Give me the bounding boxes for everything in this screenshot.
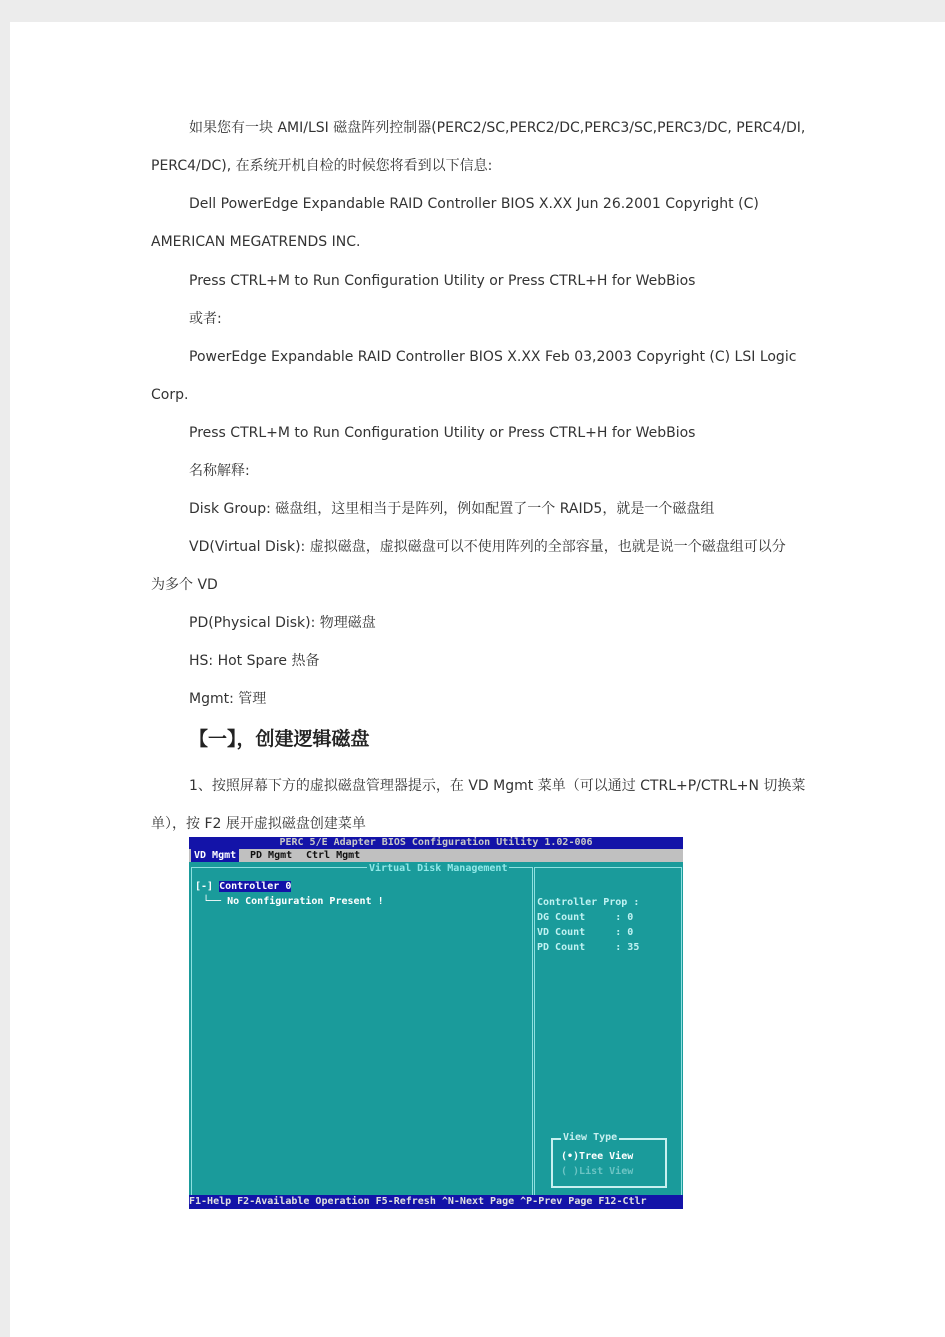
section-heading: 【一】，创建逻辑磁盘 [189, 728, 370, 750]
paragraph-intro-line2: PERC4/DC), 在系统开机自检的时候您将看到以下信息: [151, 158, 493, 174]
tree-controller-label[interactable]: Controller 0 [219, 881, 292, 892]
paragraph-virtual-disk-line2: 为多个 VD [151, 577, 218, 593]
paragraph-press-ctrl-2: Press CTRL+M to Run Configuration Utility or Press CTRL+H for WebBios [189, 425, 696, 441]
document-page [10, 22, 945, 1337]
paragraph-lsi-bios-line2: Corp. [151, 387, 189, 403]
tree-node-no-config: └── No Configuration Present ! [203, 896, 384, 907]
paragraph-virtual-disk-line1: VD(Virtual Disk): 虚拟磁盘，虚拟磁盘可以不使用阵列的全部容量，也就是说一个磁盘组可以分 [189, 539, 786, 555]
paragraph-physical-disk: PD(Physical Disk): 物理磁盘 [189, 615, 376, 631]
bios-screenshot [189, 837, 683, 1209]
menu-vd-mgmt[interactable]: VD Mgmt [191, 849, 239, 862]
paragraph-or: 或者: [189, 311, 222, 327]
view-option-tree[interactable]: (•)Tree View [561, 1151, 634, 1162]
controller-prop-title: Controller Prop : [537, 897, 640, 908]
prop-dg-count: DG Count : 0 [537, 912, 634, 923]
paragraph-lsi-bios-line1: PowerEdge Expandable RAID Controller BIOS X.XX Feb 03,2003 Copyright (C) LSI Logic [189, 349, 797, 365]
paragraph-dell-bios-line1: Dell PowerEdge Expandable RAID Controller BIOS X.XX Jun 26.2001 Copyright (C) [189, 196, 759, 212]
paragraph-intro-line1: 如果您有一块 AMI/LSI 磁盘阵列控制器(PERC2/SC,PERC2/DC,PERC3/SC,PERC3/DC, PERC4/DI, [189, 120, 806, 136]
panel-title: Virtual Disk Management [369, 863, 508, 874]
paragraph-press-ctrl-1: Press CTRL+M to Run Configuration Utility or Press CTRL+H for WebBios [189, 273, 696, 289]
menu-pd-mgmt[interactable]: PD Mgmt [250, 850, 293, 861]
prop-vd-count: VD Count : 0 [537, 927, 634, 938]
paragraph-hot-spare: HS: Hot Spare 热备 [189, 653, 320, 669]
view-type-title: View Type [563, 1132, 618, 1143]
view-type-box [551, 1138, 667, 1188]
bios-title-bar: PERC 5/E Adapter BIOS Configuration Utility 1.02-006 [189, 837, 683, 849]
paragraph-step1-line1: 1、按照屏幕下方的虚拟磁盘管理器提示，在 VD Mgmt 菜单（可以通过 CTRL+P/CTRL+N 切换菜 [189, 778, 806, 794]
tree-node-controller[interactable] [195, 881, 291, 892]
paragraph-mgmt: Mgmt: 管理 [189, 691, 267, 707]
vd-tree-pane [191, 867, 533, 1201]
bios-help-bar: F1-Help F2-Available Operation F5-Refresh ^N-Next Page ^P-Prev Page F12-Ctlr [189, 1195, 683, 1209]
paragraph-disk-group: Disk Group: 磁盘组，这里相当于是阵列，例如配置了一个 RAID5，就是一个磁盘组 [189, 501, 715, 517]
view-option-list[interactable]: ( )List View [561, 1166, 634, 1177]
paragraph-glossary-title: 名称解释: [189, 463, 250, 479]
tree-expand-toggle[interactable]: [-] [195, 881, 220, 892]
paragraph-dell-bios-line2: AMERICAN MEGATRENDS INC. [151, 234, 361, 250]
paragraph-step1-line2: 单），按 F2 展开虚拟磁盘创建菜单 [151, 816, 366, 832]
menu-ctrl-mgmt[interactable]: Ctrl Mgmt [306, 850, 361, 861]
bios-menu-bar [189, 849, 683, 862]
prop-pd-count: PD Count : 35 [537, 942, 640, 953]
